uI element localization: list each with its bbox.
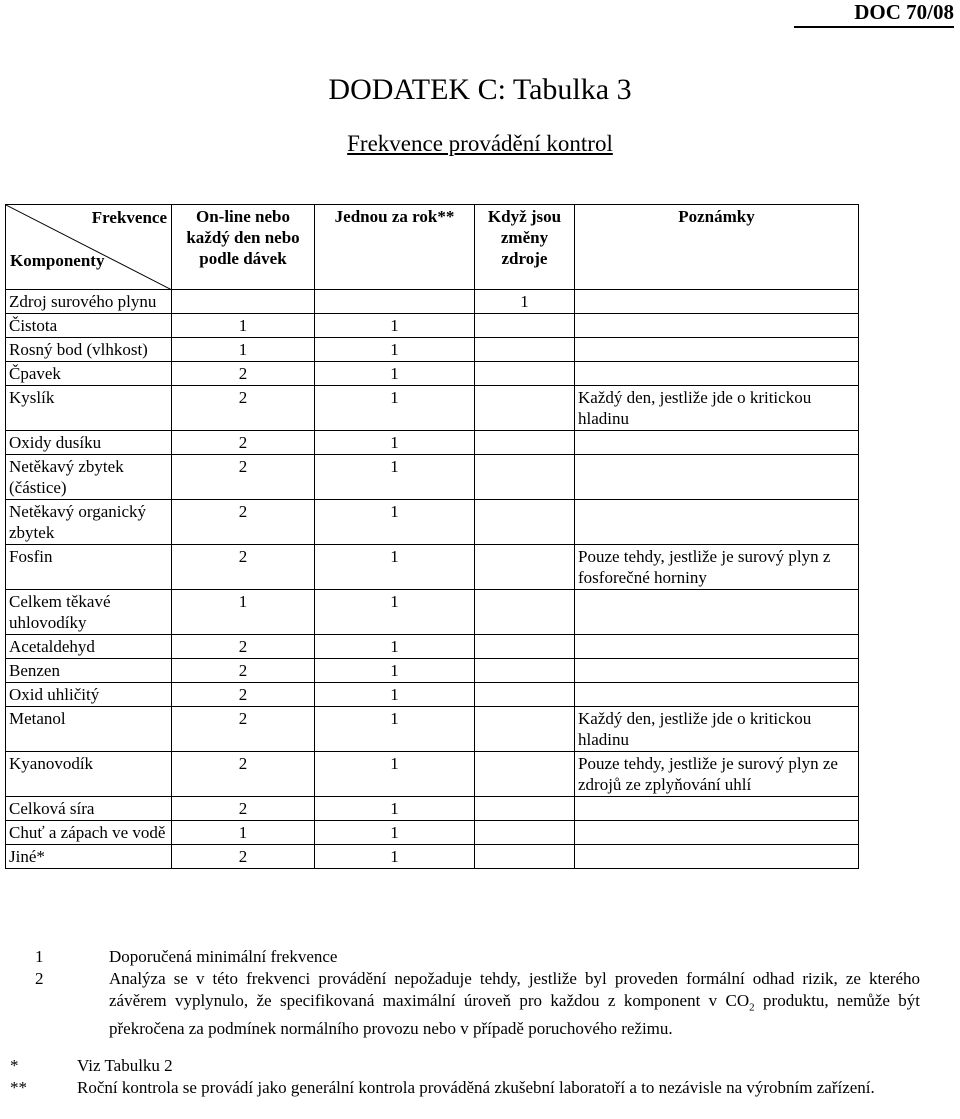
footnote-item xyxy=(10,1077,920,1099)
note-item xyxy=(30,968,920,1040)
document-code: DOC 70/08 xyxy=(794,0,954,28)
note-text: Analýza se v této frekvenci provádění nepožaduje tehdy, jestliže byl proveden formální odhad rizik, ze kterého závěrem vyplynulo, že specifikovaná maximální úroveň pro každou z komponent v $CO_2$ produktu, nemůže být překročena za podmínek normálního provozu nebo v případě poruchového režimu. xyxy=(109,969,921,1039)
online-cell: 2 xyxy=(172,752,315,797)
yearly-cell: 1 xyxy=(315,590,475,635)
yearly-cell: 1 xyxy=(315,500,475,545)
source-change-cell xyxy=(475,683,575,707)
table-row xyxy=(6,590,859,635)
yearly-cell: 1 xyxy=(315,545,475,590)
note-key: 2 xyxy=(35,969,44,988)
table-row xyxy=(6,659,859,683)
yearly-cell: 1 xyxy=(315,797,475,821)
component-cell: Oxid uhličitý xyxy=(6,683,172,707)
online-cell: 2 xyxy=(172,707,315,752)
diagonal-header-cell xyxy=(6,205,172,290)
header-yearly: Jednou za rok** xyxy=(315,205,475,290)
source-change-cell: 1 xyxy=(475,290,575,314)
note-item xyxy=(30,946,920,968)
footnote-item xyxy=(10,1055,920,1077)
yearly-cell: 1 xyxy=(315,752,475,797)
online-cell: 2 xyxy=(172,845,315,869)
online-cell: 2 xyxy=(172,683,315,707)
table-row xyxy=(6,455,859,500)
table-row xyxy=(6,797,859,821)
source-change-cell xyxy=(475,338,575,362)
note-cell xyxy=(575,431,859,455)
note-cell xyxy=(575,455,859,500)
yearly-cell: 1 xyxy=(315,845,475,869)
table-row xyxy=(6,362,859,386)
header-frekvence: Frekvence xyxy=(91,208,167,227)
note-cell xyxy=(575,845,859,869)
yearly-cell: 1 xyxy=(315,683,475,707)
header-komponenty: Komponenty xyxy=(10,251,105,270)
online-cell: 2 xyxy=(172,659,315,683)
table-row xyxy=(6,545,859,590)
note-text: Doporučená minimální frekvence xyxy=(109,947,338,966)
component-cell: Benzen xyxy=(6,659,172,683)
note-cell xyxy=(575,797,859,821)
online-cell: 2 xyxy=(172,500,315,545)
header-notes: Poznámky xyxy=(575,205,859,290)
table-row xyxy=(6,338,859,362)
component-cell: Metanol xyxy=(6,707,172,752)
online-cell: 2 xyxy=(172,545,315,590)
table-header-row xyxy=(6,205,859,290)
online-cell: 1 xyxy=(172,338,315,362)
online-cell: 2 xyxy=(172,455,315,500)
note-cell xyxy=(575,314,859,338)
table-row xyxy=(6,500,859,545)
component-cell: Netěkavý zbytek (částice) xyxy=(6,455,172,500)
note-cell xyxy=(575,290,859,314)
online-cell: 2 xyxy=(172,797,315,821)
note-key: 1 xyxy=(35,947,44,966)
table-row xyxy=(6,683,859,707)
note-cell xyxy=(575,635,859,659)
table-row xyxy=(6,290,859,314)
component-cell: Chuť a zápach ve vodě xyxy=(6,821,172,845)
yearly-cell: 1 xyxy=(315,431,475,455)
yearly-cell: 1 xyxy=(315,659,475,683)
yearly-cell: 1 xyxy=(315,314,475,338)
table-row xyxy=(6,431,859,455)
header-source-change: Když jsou změny zdroje xyxy=(475,205,575,290)
online-cell: 1 xyxy=(172,314,315,338)
note-cell: Každý den, jestliže jde o kritickou hladinu xyxy=(575,707,859,752)
source-change-cell xyxy=(475,797,575,821)
footnote-text: Roční kontrola se provádí jako generální kontrola prováděná zkušební laboratoří a to nezávisle na výrobním zařízení. xyxy=(77,1078,875,1097)
note-cell xyxy=(575,338,859,362)
footnote-key: ** xyxy=(10,1078,27,1097)
source-change-cell xyxy=(475,545,575,590)
online-cell: 2 xyxy=(172,362,315,386)
source-change-cell xyxy=(475,455,575,500)
page-subtitle: Frekvence provádění kontrol xyxy=(347,131,613,156)
table-row xyxy=(6,707,859,752)
table-row xyxy=(6,845,859,869)
page-title: DODATEK C: Tabulka 3 xyxy=(328,73,632,106)
online-cell: 1 xyxy=(172,821,315,845)
source-change-cell xyxy=(475,659,575,683)
component-cell: Čistota xyxy=(6,314,172,338)
yearly-cell xyxy=(315,290,475,314)
yearly-cell: 1 xyxy=(315,707,475,752)
table-row xyxy=(6,821,859,845)
note-cell: Pouze tehdy, jestliže je surový plyn z fosforečné horniny xyxy=(575,545,859,590)
legend-notes xyxy=(30,946,920,1040)
table-row xyxy=(6,635,859,659)
yearly-cell: 1 xyxy=(315,362,475,386)
source-change-cell xyxy=(475,707,575,752)
online-cell xyxy=(172,290,315,314)
note-cell xyxy=(575,821,859,845)
source-change-cell xyxy=(475,362,575,386)
source-change-cell xyxy=(475,821,575,845)
component-cell: Netěkavý organický zbytek xyxy=(6,500,172,545)
header-online: On-line nebo každý den nebo podle dávek xyxy=(172,205,315,290)
yearly-cell: 1 xyxy=(315,635,475,659)
footnotes xyxy=(10,1055,920,1099)
source-change-cell xyxy=(475,590,575,635)
source-change-cell xyxy=(475,500,575,545)
note-cell xyxy=(575,659,859,683)
source-change-cell xyxy=(475,635,575,659)
source-change-cell xyxy=(475,845,575,869)
component-cell: Celková síra xyxy=(6,797,172,821)
footnote-text: Viz Tabulku 2 xyxy=(77,1056,173,1075)
source-change-cell xyxy=(475,386,575,431)
yearly-cell: 1 xyxy=(315,455,475,500)
source-change-cell xyxy=(475,431,575,455)
table-row xyxy=(6,752,859,797)
component-cell: Čpavek xyxy=(6,362,172,386)
online-cell: 1 xyxy=(172,590,315,635)
component-cell: Oxidy dusíku xyxy=(6,431,172,455)
note-cell xyxy=(575,590,859,635)
note-cell xyxy=(575,500,859,545)
online-cell: 2 xyxy=(172,386,315,431)
source-change-cell xyxy=(475,752,575,797)
yearly-cell: 1 xyxy=(315,338,475,362)
component-cell: Kyslík xyxy=(6,386,172,431)
note-cell: Každý den, jestliže jde o kritickou hladinu xyxy=(575,386,859,431)
component-cell: Celkem těkavé uhlovodíky xyxy=(6,590,172,635)
component-cell: Acetaldehyd xyxy=(6,635,172,659)
component-cell: Zdroj surového plynu xyxy=(6,290,172,314)
component-cell: Jiné* xyxy=(6,845,172,869)
component-cell: Kyanovodík xyxy=(6,752,172,797)
yearly-cell: 1 xyxy=(315,386,475,431)
table-row xyxy=(6,386,859,431)
online-cell: 2 xyxy=(172,431,315,455)
footnote-key: * xyxy=(10,1056,19,1075)
note-cell: Pouze tehdy, jestliže je surový plyn ze zdrojů ze zplyňování uhlí xyxy=(575,752,859,797)
note-cell xyxy=(575,683,859,707)
online-cell: 2 xyxy=(172,635,315,659)
component-cell: Fosfin xyxy=(6,545,172,590)
frequency-table xyxy=(5,204,859,869)
table-row xyxy=(6,314,859,338)
source-change-cell xyxy=(475,314,575,338)
component-cell: Rosný bod (vlhkost) xyxy=(6,338,172,362)
note-cell xyxy=(575,362,859,386)
table-body xyxy=(6,290,859,869)
yearly-cell: 1 xyxy=(315,821,475,845)
